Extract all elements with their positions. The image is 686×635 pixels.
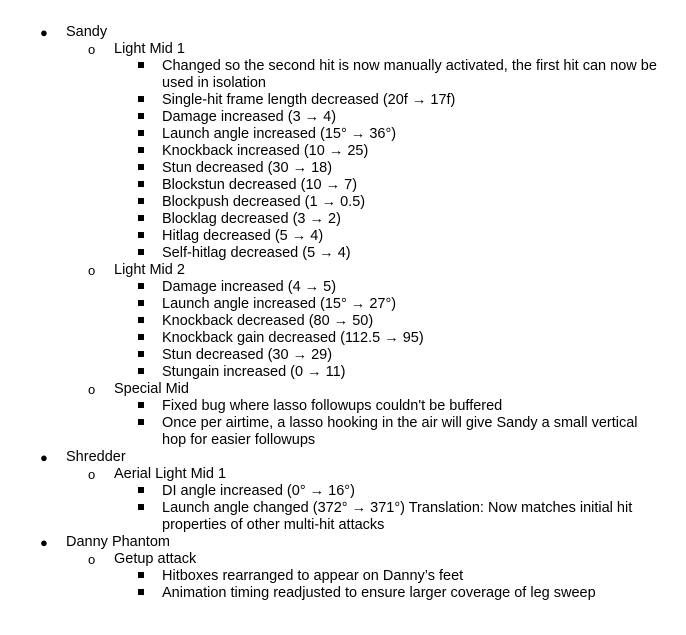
change-text: Hitlag decreased (5 → 4) [162,228,324,244]
change-text: Blockstun decreased (10 → 7) [162,177,358,193]
change-list-item [0,585,686,602]
bullet-square-icon [138,351,144,357]
change-text: Animation timing readjusted to ensure larger coverage of leg sweep [162,585,596,601]
change-list-item [0,211,686,228]
change-list-item [0,296,686,313]
change-text: Damage increased (4 → 5) [162,279,337,295]
change-list-item [0,313,686,330]
change-text: Damage increased (3 → 4) [162,109,337,125]
change-list-item [0,58,686,92]
bullet-circle-icon: o [88,382,96,397]
character-heading-row [0,534,686,551]
change-text: Stun decreased (30 → 18) [162,160,333,176]
bullet-square-icon [138,113,144,119]
change-list-item [0,483,686,500]
change-list-item [0,500,686,534]
move-name: Getup attack [114,551,197,567]
bullet-square-icon [138,334,144,340]
change-text: Launch angle changed (372° → 371°) Translation: Now matches initial hit properties of other multi-hit attacks [162,500,633,533]
bullet-square-icon [138,487,144,493]
change-list-item [0,245,686,262]
bullet-square-icon [138,283,144,289]
character-name: Danny Phantom [66,534,170,550]
character-name: Sandy [66,24,108,40]
move-heading-row [0,551,686,568]
change-list-item [0,194,686,211]
change-text: Knockback decreased (80 → 50) [162,313,374,329]
bullet-square-icon [138,215,144,221]
change-list-item [0,330,686,347]
change-list-item [0,279,686,296]
change-text: Single-hit frame length decreased (20f → 17f) [162,92,456,108]
character-heading-row [0,24,686,41]
move-name: Special Mid [114,381,189,397]
character-heading-row [0,449,686,466]
bullet-square-icon [138,572,144,578]
change-list-item [0,143,686,160]
change-text: Hitboxes rearranged to appear on Danny’s feet [162,568,464,584]
change-list-item [0,398,686,415]
bullet-square-icon [138,504,144,510]
bullet-disc-icon: ● [40,535,48,550]
change-list-item [0,364,686,381]
bullet-square-icon [138,368,144,374]
change-text: Stungain increased (0 → 11) [162,364,346,380]
change-list-item [0,126,686,143]
bullet-square-icon [138,62,144,68]
change-list-item [0,415,686,449]
bullet-square-icon [138,130,144,136]
change-list-item [0,109,686,126]
bullet-square-icon [138,402,144,408]
bullet-square-icon [138,419,144,425]
change-list-item [0,568,686,585]
document-body [0,24,686,602]
change-text: Launch angle increased (15° → 36°) [162,126,397,142]
bullet-square-icon [138,164,144,170]
bullet-square-icon [138,300,144,306]
move-name: Light Mid 1 [114,41,185,57]
change-text: DI angle increased (0° → 16°) [162,483,355,499]
change-list-item [0,228,686,245]
change-list-item [0,177,686,194]
bullet-circle-icon: o [88,552,96,567]
move-heading-row [0,41,686,58]
change-list-item [0,347,686,364]
change-text: Stun decreased (30 → 29) [162,347,333,363]
change-text: Knockback increased (10 → 25) [162,143,369,159]
bullet-square-icon [138,181,144,187]
bullet-square-icon [138,249,144,255]
change-text: Fixed bug where lasso followups couldn't be buffered [162,398,503,414]
bullet-disc-icon: ● [40,450,48,465]
move-heading-row [0,381,686,398]
change-text: Knockback gain decreased (112.5 → 95) [162,330,424,346]
bullet-square-icon [138,96,144,102]
change-list-item [0,92,686,109]
bullet-circle-icon: o [88,263,96,278]
change-text: Once per airtime, a lasso hooking in the air will give Sandy a small vertical hop for easier followups [162,415,638,448]
change-text: Blocklag decreased (3 → 2) [162,211,341,227]
bullet-square-icon [138,147,144,153]
move-name: Light Mid 2 [114,262,185,278]
change-list-item [0,160,686,177]
bullet-square-icon [138,317,144,323]
bullet-disc-icon: ● [40,25,48,40]
move-heading-row [0,466,686,483]
bullet-square-icon [138,589,144,595]
change-text: Self-hitlag decreased (5 → 4) [162,245,351,261]
bullet-square-icon [138,232,144,238]
move-heading-row [0,262,686,279]
bullet-square-icon [138,198,144,204]
bullet-circle-icon: o [88,42,96,57]
change-text: Changed so the second hit is now manually activated, the first hit can now be used in isolation [162,58,657,91]
change-text: Blockpush decreased (1 → 0.5) [162,194,366,210]
bullet-circle-icon: o [88,467,96,482]
change-text: Launch angle increased (15° → 27°) [162,296,397,312]
move-name: Aerial Light Mid 1 [114,466,227,482]
character-name: Shredder [66,449,126,465]
